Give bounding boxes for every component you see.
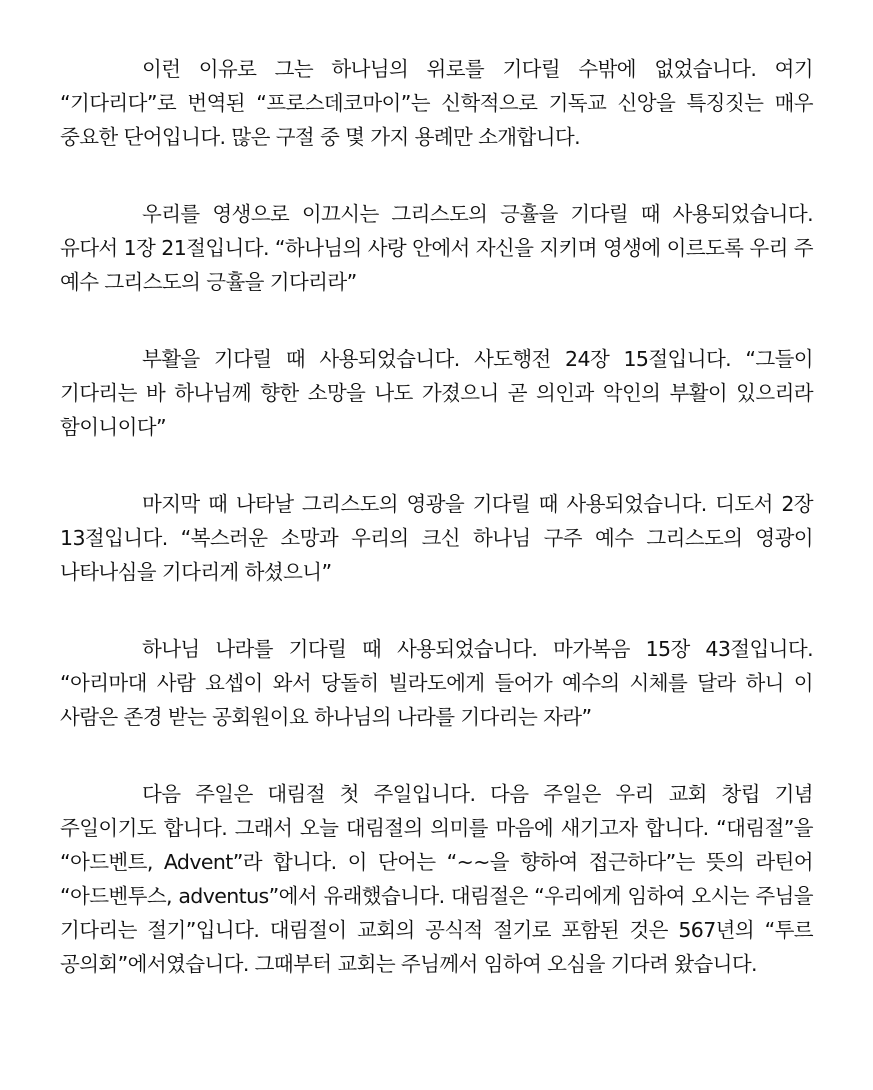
paragraph-mercy-jude: 우리를 영생으로 이끄시는 그리스도의 긍휼을 기다릴 때 사용되었습니다. 유다서 1장 21절입니다. “하나님의 사랑 안에서 자신을 지키며 영생에 이르도록 우리 주 예수 그리스도의 긍휼을 기다리라”: [60, 202, 813, 294]
paragraph-kingdom-mark: 하나님 나라를 기다릴 때 사용되었습니다. 마가복음 15장 43절입니다. “아리마대 사람 요셉이 와서 당돌히 빌라도에게 들어가 예수의 시체를 달라 하니 이 사람은 존경 받는 공회원이요 하나님의 나라를 기다리는 자라”: [60, 637, 813, 729]
paragraph-waiting-intro: 이런 이유로 그는 하나님의 위로를 기다릴 수밖에 없었습니다. 여기 “기다리다”로 번역된 “프로스데코마이”는 신학적으로 기독교 신앙을 특징짓는 매우 중요한 단어입니다. 많은 구절 중 몇 가지 용례만 소개합니다.: [60, 57, 813, 149]
paragraph-glory-titus: 마지막 때 나타날 그리스도의 영광을 기다릴 때 사용되었습니다. 디도서 2장 13절입니다. “복스러운 소망과 우리의 크신 하나님 구주 예수 그리스도의 영광이 나타나심을 기다리게 하셨으니”: [60, 492, 813, 584]
document-body: [60, 52, 813, 981]
paragraph-resurrection-acts: 부활을 기다릴 때 사용되었습니다. 사도행전 24장 15절입니다. “그들이 기다리는 바 하나님께 향한 소망을 나도 가졌으니 곧 의인과 악인의 부활이 있으리라 함이니이다”: [60, 347, 813, 439]
paragraph-advent: 다음 주일은 대림절 첫 주일입니다. 다음 주일은 우리 교회 창립 기념 주일이기도 합니다. 그래서 오늘 대림절의 의미를 마음에 새기고자 합니다. “대림절”을 “아드벤트, Advent”라 합니다. 이 단어는 “~~을 향하여 접근하다”는 뜻의 라틴어 “아드벤투스, adventus”에서 유래했습니다. 대림절은 “우리에게 임하여 오시는 주님을 기다리는 절기”입니다. 대림절이 교회의 공식적 절기로 포함된 것은 567년의 “투르 공의회”에서였습니다. 그때부터 교회는 주님께서 임하여 오심을 기다려 왔습니다.: [60, 782, 813, 976]
